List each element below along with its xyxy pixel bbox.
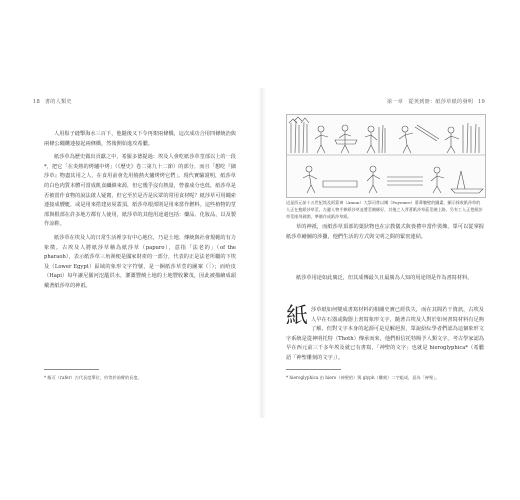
drop-cap: 紙: [286, 304, 309, 329]
right-body-text-2: [286, 274, 484, 288]
dropcap-paragraph: [286, 306, 484, 364]
left-running-head: [30, 98, 72, 105]
left-footnote: * 飯可（rafer）古代長度單位，約等於前臂的長度。: [44, 375, 142, 380]
right-body-text-3: [286, 306, 484, 368]
left-footnote-rule: [44, 369, 99, 370]
illustration-drawing: [287, 115, 485, 197]
figure-caption: 這是西元前十五世紀埃及阿蒙神（Amun）大祭司普以爾（Puyemre）墓葬牆壁的圖畫，顯示採收紙莎草的人正在抱紙莎草莖，左邊人物手捧紙莎草並將莖綑綁好，其後之人背著紙莎草茲莖綑上路。另有工人正把紙莎草莖排列剝開，準備作成紙莎草紙。: [286, 200, 483, 219]
right-running-title: 第一章 從莢到冊：紙莎草紙的發明: [386, 99, 474, 105]
left-page-number: 18: [33, 99, 41, 105]
right-footnote: * hieroglyphica 由 hiero（神聖的）與 glyph（雕刻）二字組成，意為「神聖」。: [286, 375, 440, 380]
right-paragraph-2: 紙莎草用途如此廣泛，但其成傳最久且最廣為人知的用途則是作為書寫材料。: [296, 275, 473, 281]
left-paragraph-2: 紙莎草為歷史做出貢獻之中，希羅多德提過：埃及人會吃紙莎草莖部以上的一段*，把它「在炎熱的烤爐中烤」（《歷史》卷二第九十二節）的部分，而且「想吃『細莎草』物盡其用之人，在食用前會先用燒熱火爐烤烤它們」。現代實驗證明，紙莎草的白色肉質本體可當成飢食纖維來源，但它幾乎沒有熱量，營養成分也低，紙莎草是否被當作食物的說法啟人疑竇，但它至於是否是民眾的常用食材呢？紙莎草可用繩索連接成艘艇，或是用來搭建房屋蓋頂，紙莎草根部則是用來當作燃料。這些植物的莖部與根部在許多地方都有人使用，紙莎草的其他用途還包括：藥品、化妝品，以及製作涼鞋。: [44, 154, 236, 228]
right-page-number: 19: [477, 99, 485, 105]
right-page: [270, 88, 498, 418]
right-running-head: [387, 98, 488, 105]
papyrus-harvest-illustration: [286, 114, 486, 198]
left-paragraph-3: 紙莎草在埃及人的日常生活裡享有中心地位，乃是土地、傳統與社會規範的有力象徵。古埃及人將紙莎草稱為紙莎草（papuro），意指「法老的」（of the pharaoh），表示紙莎草三角洲便是國家財產的一部分，代表的正是法老所屬的下埃及（Lower Egypt）區域的象形文字符號，是一捆紙莎草莖的圖案（𓇅）；而哈皮（Hapi）每年讓尼羅河氾濫洪水，灌溉豐饒土地的土地豐收繁茂，因此被描繪成頭戴著紙莎草的神祇。: [44, 234, 236, 289]
right-body-text-1: [286, 223, 484, 246]
left-running-title: 書的人類史: [44, 99, 72, 105]
right-paragraph-1: 草的神祇，而紙莎草頂部的葉狀物也在宗教儀式與喪禮中當作裝飾。眾可以從掌握紙莎草繪圖的涉獵，他們生活的方式與文明之間的緊密連結。: [286, 224, 484, 240]
book-spread: [22, 88, 498, 418]
left-page: [22, 88, 252, 418]
right-footnote-rule: [286, 369, 341, 370]
left-paragraph-1: 人用鬃子縫擊海水三百下，他隨後又下令再架兩條橋，這次成功合用四條統治與兩條公繩纜連接起兩條橋，然後開始進攻希臘。: [44, 131, 236, 147]
book-gutter: [258, 88, 266, 418]
left-body-text: [44, 130, 236, 296]
dropcap-paragraph-text: 莎草紙如何變成書寫材料的相關史實已經佚失，而在其間若干資訊，古埃及人早在石器或陶器上書寫象形文字，隨著古埃及人對於如何書寫材料有足夠了解，但對文字本身的起源可是見解迥異，眾說紛紜學者們認為這個象形文字系統是從神明托特（Thoth）傳承而來，他們相信托特賜予人類文字。考古學家認為早在西元前三千多年埃及就已有書寫，「神聖的文字」也就是 hieroglyphica*（希臘語「神聖雕刻的文字」）。: [286, 307, 484, 361]
